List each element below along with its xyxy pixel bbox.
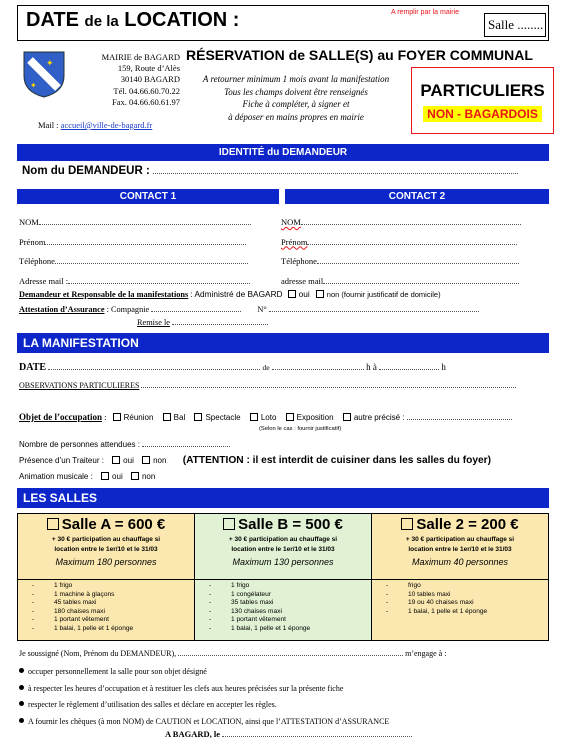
list-item: A fournir les chèques (à mon NOM) de CAUTION et LOCATION, ainsi que l’ATTESTATION d’ASSURANCE — [19, 714, 389, 731]
contact1-mail-field[interactable] — [68, 283, 250, 284]
salle-a-title: Salle A = 600 € — [61, 516, 166, 533]
option-autre-checkbox[interactable] — [343, 413, 351, 421]
salles-table — [17, 513, 549, 641]
instructions: A retourner minimum 1 mois avant la manifestation Tous les champs doivent être renseignés Fiche à compléter, à signer et à déposer en mains propres en mairie — [202, 74, 390, 122]
nombre-personnes-field[interactable] — [142, 446, 230, 447]
date-signature-field[interactable] — [222, 736, 412, 737]
salle-2-title: Salle 2 = 200 € — [416, 516, 519, 533]
list-item: - frigo — [386, 582, 548, 591]
bullet-icon — [19, 701, 24, 706]
contact2-fields — [281, 213, 521, 291]
manifestation-date-field[interactable] — [48, 369, 260, 370]
contact1-nom-row: NOM — [19, 213, 251, 233]
soussigne-field[interactable] — [178, 655, 403, 656]
animation-non-checkbox[interactable] — [131, 472, 139, 480]
mairie-tel: Tél. 04.66.60.70.22 — [113, 85, 180, 96]
salle-2-column — [372, 514, 548, 640]
date-location-box — [17, 5, 549, 41]
list-item: respecter le règlement d’utilisation des salles et déclare en accepter les règles. — [19, 697, 389, 714]
option-reunion-checkbox[interactable] — [113, 413, 121, 421]
heure-fin-field[interactable] — [379, 369, 439, 370]
list-item: à respecter les heures d’occupation et à restituer les clefs aux heures précisées sur la présente fiche — [19, 681, 389, 698]
option-exposition-checkbox[interactable] — [286, 413, 294, 421]
salle-a-header: Salle A = 600 € + 30 € participation au chauffage si location entre le 1er/10 et le 31/03 Maximum 180 personnes — [18, 516, 194, 580]
compagnie-field[interactable] — [151, 311, 241, 312]
contact2-prenom-row: Prénom — [281, 233, 521, 253]
contact2-nom-row: NOM — [281, 213, 521, 233]
list-item: - 1 congélateur — [209, 591, 371, 600]
mairie-name: MAIRIE de BAGARD — [101, 52, 180, 62]
traiteur-row: Présence d’un Traiteur : oui non (ATTENTION : il est interdit de cuisiner dans les salles du foyer) — [19, 455, 492, 466]
bullet-icon — [19, 685, 24, 690]
list-item: - 35 tables maxi — [209, 599, 371, 608]
date-location-title: DATE de la LOCATION : — [26, 9, 240, 31]
heure-debut-field[interactable] — [272, 369, 364, 370]
date-row: DATE de h à h — [19, 362, 446, 373]
salle-b-title: Salle B = 500 € — [238, 516, 343, 533]
contact2-prenom-field[interactable] — [307, 244, 517, 245]
salles-bar: LES SALLES — [17, 488, 549, 508]
bullet-icon — [19, 718, 24, 723]
list-item: - 19 ou 40 chaises maxi — [386, 599, 548, 608]
list-item: - 1 portant vêtement — [209, 616, 371, 625]
list-item: occuper personnellement la salle pour son objet désigné — [19, 664, 389, 681]
contact2-mail-row: adresse mail — [281, 272, 521, 292]
responsable-oui-checkbox[interactable] — [288, 290, 296, 298]
bullet-icon — [19, 668, 24, 673]
signature-row: A BAGARD, le — [165, 729, 412, 739]
animation-row: Animation musicale : oui non — [19, 472, 156, 481]
option-spectacle-checkbox[interactable] — [194, 413, 202, 421]
list-item: - 180 chaises maxi — [32, 608, 194, 617]
observations-row: OBSERVATIONS PARTICULIERES — [19, 381, 516, 390]
contact2-bar: CONTACT 2 — [285, 189, 549, 204]
nom-demandeur-row: Nom du DEMANDEUR : — [22, 165, 518, 177]
contact2-tel-row: Téléphone — [281, 252, 521, 272]
contact1-nom-field[interactable] — [39, 224, 251, 225]
manifestation-bar: LA MANIFESTATION — [17, 333, 549, 353]
non-bagardois-label: NON - BAGARDOIS — [423, 106, 542, 122]
list-item: - 10 tables maxi — [386, 591, 548, 600]
salle-b-items — [195, 582, 371, 634]
mairie-info — [70, 52, 180, 108]
observations-field[interactable] — [141, 387, 516, 388]
salle-field[interactable]: Salle ........ — [484, 13, 546, 37]
list-item: - 1 balai, 1 pelle et 1 éponge — [386, 608, 548, 617]
numero-field[interactable] — [269, 311, 479, 312]
contact2-tel-field[interactable] — [317, 263, 519, 264]
bagard-coat-of-arms-logo — [22, 50, 66, 98]
remise-field[interactable] — [172, 324, 268, 325]
salle-a-column — [18, 514, 195, 640]
a-remplir-note: A remplir par la mairie — [391, 9, 460, 16]
engagement-list — [19, 664, 389, 730]
list-item: - 1 portant vêtement — [32, 616, 194, 625]
salle-b-checkbox[interactable] — [223, 518, 235, 530]
contact1-mail-row: Adresse mail : — [19, 272, 251, 292]
nom-demandeur-field[interactable] — [153, 173, 518, 174]
salle-b-header: Salle B = 500 € + 30 € participation au chauffage si location entre le 1er/10 et le 31/03 Maximum 130 personnes — [195, 516, 371, 580]
reservation-title: RÉSERVATION de SALLE(S) au FOYER COMMUNAL — [186, 47, 533, 63]
salle-a-checkbox[interactable] — [47, 518, 59, 530]
traiteur-oui-checkbox[interactable] — [112, 456, 120, 464]
responsable-non-checkbox[interactable] — [316, 290, 324, 298]
identite-bar: IDENTITÉ du DEMANDEUR — [17, 144, 549, 161]
list-item: - 1 frigo — [32, 582, 194, 591]
animation-oui-checkbox[interactable] — [101, 472, 109, 480]
list-item: - 1 machine à glaçons — [32, 591, 194, 600]
autre-precise-field[interactable] — [407, 419, 512, 420]
mairie-address2: 30140 BAGARD — [120, 74, 180, 85]
responsable-row: Demandeur et Responsable de la manifestations : Administré de BAGARD oui non (fournir justificatif de domicile) — [19, 289, 441, 299]
contact1-prenom-field[interactable] — [45, 244, 246, 245]
salle-2-header: Salle 2 = 200 € + 30 € participation au chauffage si location entre le 1er/10 et le 31/03 Maximum 40 personnes — [372, 516, 548, 580]
engagement-intro: Je soussigné (Nom, Prénom du DEMANDEUR), m’engage à : — [19, 649, 447, 658]
salle-b-column — [195, 514, 372, 640]
contact2-nom-field[interactable] — [301, 224, 521, 225]
contact1-tel-field[interactable] — [55, 263, 248, 264]
mairie-mail: Mail : accueil@ville-de-bagard.fr — [38, 120, 153, 130]
contact2-mail-field[interactable] — [323, 283, 519, 284]
contact1-tel-row: Téléphone — [19, 252, 251, 272]
list-item: - 130 chaises maxi — [209, 608, 371, 617]
nombre-row: Nombre de personnes attendues : — [19, 440, 230, 449]
salle-a-items — [18, 582, 194, 634]
mairie-address1: 159, Route d’Alès — [117, 63, 180, 74]
option-loto-checkbox[interactable] — [250, 413, 258, 421]
attention-note: (ATTENTION : il est interdit de cuisiner dans les salles du foyer) — [182, 455, 492, 466]
list-item: - 1 frigo — [209, 582, 371, 591]
attestation-row: Attestation d’Assurance : Compagnie N° — [19, 305, 479, 314]
selon-note: (Selon le cas : fournir justificatif) — [259, 426, 342, 432]
list-item: - 45 tables maxi — [32, 599, 194, 608]
list-item: - 1 balai, 1 pelle et 1 éponge — [32, 625, 194, 634]
mail-link[interactable]: accueil@ville-de-bagard.fr — [60, 120, 153, 130]
contact1-fields — [19, 213, 251, 291]
svg-text:✦: ✦ — [30, 81, 37, 90]
svg-text:✦: ✦ — [46, 59, 54, 69]
contact1-prenom-row: Prénom — [19, 233, 251, 253]
particuliers-label: PARTICULIERS — [420, 81, 545, 100]
contact1-bar: CONTACT 1 — [17, 189, 279, 204]
salle-2-checkbox[interactable] — [401, 518, 413, 530]
remise-row: Remise le — [137, 318, 268, 327]
traiteur-non-checkbox[interactable] — [142, 456, 150, 464]
list-item: - 1 balai, 1 pelle et 1 éponge — [209, 625, 371, 634]
mairie-fax: Fax. 04.66.60.61.97 — [112, 96, 180, 107]
particuliers-box — [411, 67, 554, 134]
objet-row: Objet de l’occupation : Réunion Bal Spectacle Loto Exposition autre précisé : — [19, 412, 512, 422]
option-bal-checkbox[interactable] — [163, 413, 171, 421]
salle-2-items — [372, 582, 548, 616]
